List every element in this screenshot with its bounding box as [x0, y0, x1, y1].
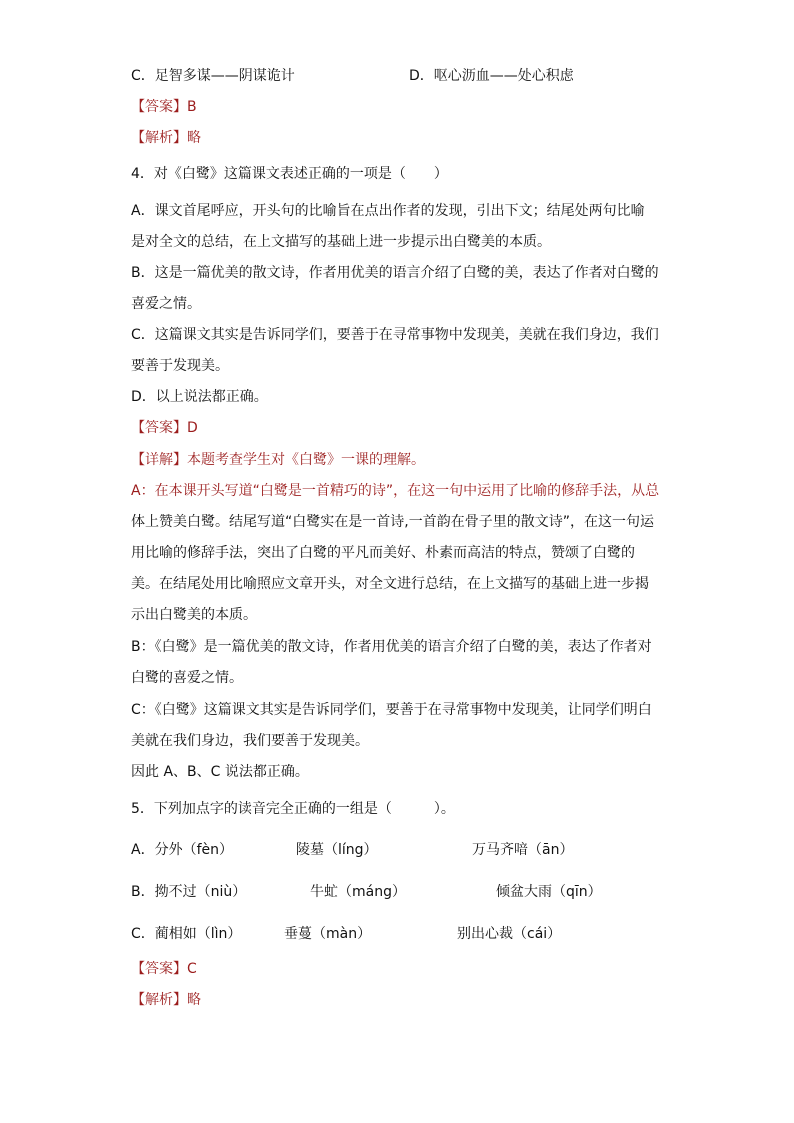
- q4-option-b-line1: B．这是一篇优美的散文诗，作者用优美的语言介绍了白鹭的美，表达了作者对白鹭的: [131, 265, 659, 281]
- q5-row-a-item1: A．分外（fèn）: [131, 842, 233, 858]
- q4-detail-b-line2: 白鹭的喜爱之情。: [131, 670, 243, 686]
- q4-option-a-line2: 是对全文的总结，在上文描写的基础上进一步提示出白鹭美的本质。: [131, 234, 551, 250]
- q4-question: 4．对《白鹭》这篇课文表述正确的一项是（ ）: [131, 166, 448, 182]
- q5-row-b-item1: B．拗不过（niù）: [131, 884, 247, 900]
- q5-row-b-item2: 牛虻（máng）: [310, 884, 406, 900]
- q4-detail-title: [131, 450, 425, 470]
- q4-option-c-line1: C．这篇课文其实是告诉同学们，要善于在寻常事物中发现美，美就在我们身边，我们: [131, 327, 659, 343]
- q4-answer: 【答案】D: [131, 420, 198, 436]
- q5-row-b-item3: 倾盆大雨（qīn）: [496, 884, 602, 900]
- q4-conclusion: 因此 A、B、C 说法都正确。: [131, 764, 309, 780]
- q3-analysis: 【解析】略: [131, 130, 201, 146]
- q4-detail-c-line1: C：《白鹭》这篇课文其实是告诉同学们，要善于在寻常事物中发现美，让同学们明白: [131, 702, 652, 718]
- q5-row-c-item2: 垂蔓（màn）: [284, 926, 372, 942]
- q5-question: 5．下列加点字的读音完全正确的一组是（ ）。: [131, 801, 455, 817]
- q3-option-d: D．呕心沥血——处心积虑: [409, 68, 574, 84]
- q5-row-a-item3: 万马齐喑（ān）: [472, 842, 574, 858]
- q5-row-a-item2: 陵墓（líng）: [296, 842, 378, 858]
- q5-analysis: 【解析】略: [131, 992, 201, 1008]
- q4-detail-a-line2: 体上赞美白鹭。结尾写道“白鹭实在是一首诗,一首韵在骨子里的散文诗”，在这一句运: [131, 514, 654, 530]
- q4-option-a-line1: A．课文首尾呼应，开头句的比喻旨在点出作者的发现，引出下文；结尾处两句比喻: [131, 203, 645, 219]
- q4-detail-a-line1: A：在本课开头写道“白鹭是一首精巧的诗”，在这一句中运用了比喻的修辞手法，从总: [131, 483, 660, 499]
- q4-detail-a-line3: 用比喻的修辞手法，突出了白鹭的平凡而美好、朴素而高洁的特点，赞颂了白鹭的: [131, 545, 635, 561]
- q3-answer: 【答案】B: [131, 99, 197, 115]
- q4-detail-b-line1: B：《白鹭》是一篇优美的散文诗，作者用优美的语言介绍了白鹭的美，表达了作者对: [131, 639, 652, 655]
- q4-detail-a-line5: 示出白鹭美的本质。: [131, 607, 257, 623]
- q4-option-c-line2: 要善于发现美。: [131, 358, 229, 374]
- q5-row-c-item1: C．蔺相如（lìn）: [131, 926, 242, 942]
- q3-option-c: C．足智多谋——阴谋诡计: [131, 68, 295, 84]
- q4-detail-c-line2: 美就在我们身边，我们要善于发现美。: [131, 733, 369, 749]
- q4-detail-a-line4: 美。在结尾处用比喻照应文章开头，对全文进行总结，在上文描写的基础上进一步揭: [131, 576, 649, 592]
- q4-detail-title-text: 【详解】本题考查学生对《白鹭》一课的理解。: [131, 452, 425, 468]
- q4-option-b-line2: 喜爱之情。: [131, 296, 201, 312]
- q5-row-c-item3: 别出心裁（cái）: [457, 926, 562, 942]
- q5-answer: 【答案】C: [131, 961, 197, 977]
- q4-option-d: D．以上说法都正确。: [131, 389, 268, 405]
